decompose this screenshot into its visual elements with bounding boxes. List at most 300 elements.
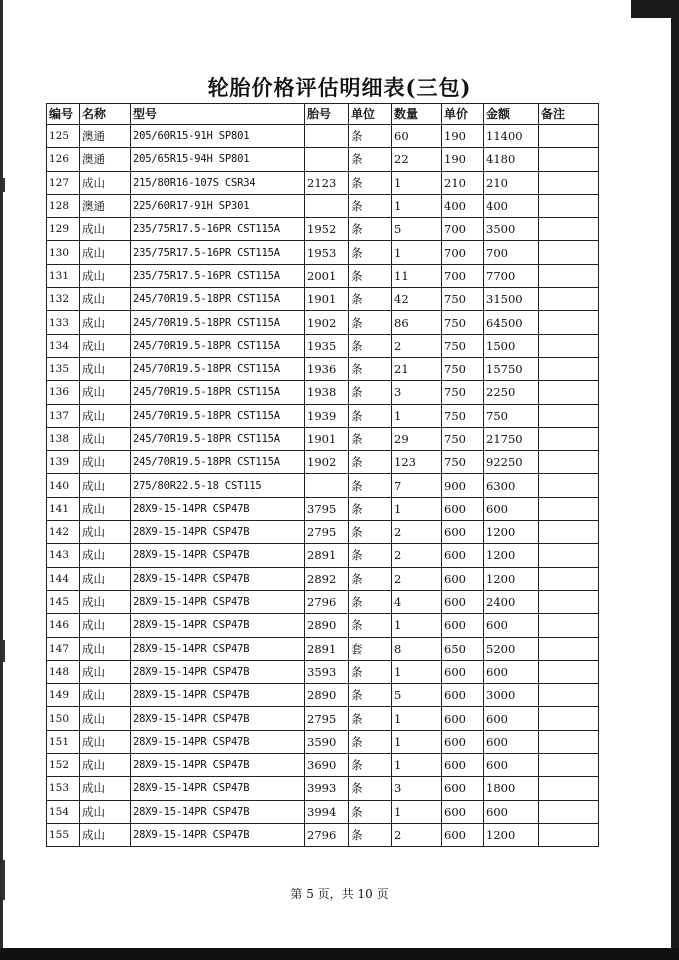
cell-unit-price: 700 (442, 241, 484, 264)
cell-unit: 条 (349, 171, 392, 194)
cell-amount: 1800 (484, 777, 539, 800)
cell-unit-price: 600 (442, 777, 484, 800)
cell-quantity: 7 (392, 474, 442, 497)
cell-no: 141 (47, 497, 80, 520)
cell-amount: 1200 (484, 567, 539, 590)
cell-tire-no (305, 148, 349, 171)
cell-model: 245/70R19.5-18PR CST115A (131, 451, 305, 474)
cell-no: 140 (47, 474, 80, 497)
cell-unit: 条 (349, 660, 392, 683)
cell-name: 成山 (80, 521, 131, 544)
cell-model: 28X9-15-14PR CSP47B (131, 497, 305, 520)
table-row (47, 707, 599, 730)
cell-amount: 1200 (484, 823, 539, 846)
cell-unit-price: 600 (442, 684, 484, 707)
cell-tire-no: 2001 (305, 264, 349, 287)
cell-amount: 64500 (484, 311, 539, 334)
cell-name: 成山 (80, 264, 131, 287)
cell-quantity: 1 (392, 241, 442, 264)
cell-amount: 2400 (484, 590, 539, 613)
cell-name: 澳通 (80, 148, 131, 171)
cell-name: 成山 (80, 800, 131, 823)
cell-remarks (539, 614, 599, 637)
cell-name: 成山 (80, 544, 131, 567)
cell-quantity: 21 (392, 357, 442, 380)
cell-quantity: 11 (392, 264, 442, 287)
cell-tire-no: 2892 (305, 567, 349, 590)
cell-name: 成山 (80, 427, 131, 450)
cell-no: 125 (47, 125, 80, 148)
cell-name: 成山 (80, 497, 131, 520)
table-row (47, 544, 599, 567)
cell-unit: 条 (349, 357, 392, 380)
cell-amount: 600 (484, 614, 539, 637)
scan-speck (2, 178, 5, 192)
cell-remarks (539, 823, 599, 846)
cell-amount: 11400 (484, 125, 539, 148)
cell-no: 143 (47, 544, 80, 567)
cell-tire-no: 1952 (305, 218, 349, 241)
cell-unit-price: 900 (442, 474, 484, 497)
cell-name: 成山 (80, 474, 131, 497)
cell-no: 136 (47, 381, 80, 404)
cell-no: 142 (47, 521, 80, 544)
cell-remarks (539, 381, 599, 404)
cell-name: 澳通 (80, 194, 131, 217)
scan-edge-right (671, 0, 679, 960)
cell-amount: 750 (484, 404, 539, 427)
cell-name: 成山 (80, 334, 131, 357)
cell-no: 149 (47, 684, 80, 707)
cell-tire-no (305, 194, 349, 217)
table-row (47, 427, 599, 450)
cell-unit: 条 (349, 381, 392, 404)
table-row (47, 497, 599, 520)
cell-model: 215/80R16-107S CSR34 (131, 171, 305, 194)
cell-unit-price: 600 (442, 614, 484, 637)
cell-remarks (539, 800, 599, 823)
cell-amount: 600 (484, 730, 539, 753)
cell-model: 28X9-15-14PR CSP47B (131, 614, 305, 637)
cell-tire-no: 1901 (305, 427, 349, 450)
cell-unit: 条 (349, 288, 392, 311)
cell-amount: 600 (484, 707, 539, 730)
cell-amount: 3500 (484, 218, 539, 241)
cell-remarks (539, 474, 599, 497)
table-row (47, 125, 599, 148)
cell-remarks (539, 451, 599, 474)
cell-remarks (539, 288, 599, 311)
table-row (47, 264, 599, 287)
cell-quantity: 1 (392, 194, 442, 217)
cell-no: 154 (47, 800, 80, 823)
cell-tire-no: 1939 (305, 404, 349, 427)
table-header-row (47, 104, 599, 125)
cell-unit: 条 (349, 707, 392, 730)
table-row (47, 148, 599, 171)
cell-unit-price: 750 (442, 427, 484, 450)
table-row (47, 194, 599, 217)
column-header-tire-no: 胎号 (305, 104, 349, 125)
cell-amount: 92250 (484, 451, 539, 474)
cell-model: 28X9-15-14PR CSP47B (131, 823, 305, 846)
cell-name: 成山 (80, 754, 131, 777)
table-row (47, 218, 599, 241)
cell-model: 225/60R17-91H SP301 (131, 194, 305, 217)
cell-amount: 600 (484, 497, 539, 520)
cell-name: 澳通 (80, 125, 131, 148)
cell-model: 245/70R19.5-18PR CST115A (131, 311, 305, 334)
cell-remarks (539, 660, 599, 683)
column-header-quantity: 数量 (392, 104, 442, 125)
cell-tire-no: 2795 (305, 521, 349, 544)
cell-unit-price: 210 (442, 171, 484, 194)
cell-model: 235/75R17.5-16PR CST115A (131, 218, 305, 241)
cell-no: 146 (47, 614, 80, 637)
cell-remarks (539, 707, 599, 730)
table-row (47, 637, 599, 660)
cell-quantity: 1 (392, 707, 442, 730)
cell-quantity: 2 (392, 823, 442, 846)
cell-amount: 600 (484, 754, 539, 777)
cell-tire-no: 3590 (305, 730, 349, 753)
cell-amount: 1200 (484, 521, 539, 544)
cell-amount: 700 (484, 241, 539, 264)
cell-tire-no: 3993 (305, 777, 349, 800)
cell-model: 28X9-15-14PR CSP47B (131, 777, 305, 800)
cell-quantity: 1 (392, 404, 442, 427)
cell-unit-price: 600 (442, 660, 484, 683)
cell-quantity: 5 (392, 218, 442, 241)
cell-model: 245/70R19.5-18PR CST115A (131, 404, 305, 427)
cell-unit: 条 (349, 823, 392, 846)
cell-unit: 套 (349, 637, 392, 660)
cell-unit: 条 (349, 730, 392, 753)
cell-name: 成山 (80, 381, 131, 404)
cell-model: 28X9-15-14PR CSP47B (131, 707, 305, 730)
cell-unit-price: 750 (442, 334, 484, 357)
cell-name: 成山 (80, 660, 131, 683)
cell-remarks (539, 218, 599, 241)
cell-quantity: 2 (392, 521, 442, 544)
cell-no: 131 (47, 264, 80, 287)
cell-remarks (539, 590, 599, 613)
cell-amount: 15750 (484, 357, 539, 380)
cell-model: 235/75R17.5-16PR CST115A (131, 241, 305, 264)
cell-model: 245/70R19.5-18PR CST115A (131, 334, 305, 357)
cell-name: 成山 (80, 590, 131, 613)
cell-unit-price: 600 (442, 707, 484, 730)
cell-unit: 条 (349, 311, 392, 334)
cell-tire-no: 2891 (305, 544, 349, 567)
cell-unit: 条 (349, 264, 392, 287)
cell-amount: 1200 (484, 544, 539, 567)
cell-quantity: 1 (392, 171, 442, 194)
cell-remarks (539, 404, 599, 427)
cell-remarks (539, 777, 599, 800)
cell-name: 成山 (80, 404, 131, 427)
cell-unit-price: 600 (442, 823, 484, 846)
cell-unit: 条 (349, 544, 392, 567)
cell-unit: 条 (349, 474, 392, 497)
cell-no: 144 (47, 567, 80, 590)
table-row (47, 521, 599, 544)
cell-quantity: 60 (392, 125, 442, 148)
cell-model: 28X9-15-14PR CSP47B (131, 800, 305, 823)
cell-unit: 条 (349, 684, 392, 707)
cell-no: 155 (47, 823, 80, 846)
cell-remarks (539, 334, 599, 357)
cell-remarks (539, 497, 599, 520)
cell-no: 148 (47, 660, 80, 683)
cell-quantity: 1 (392, 800, 442, 823)
cell-unit: 条 (349, 194, 392, 217)
cell-no: 130 (47, 241, 80, 264)
cell-unit: 条 (349, 614, 392, 637)
column-header-unit-price: 单价 (442, 104, 484, 125)
scan-speck (2, 640, 5, 662)
cell-tire-no: 3795 (305, 497, 349, 520)
cell-unit-price: 750 (442, 381, 484, 404)
tire-price-table (46, 103, 599, 847)
cell-model: 245/70R19.5-18PR CST115A (131, 288, 305, 311)
cell-no: 129 (47, 218, 80, 241)
cell-no: 133 (47, 311, 80, 334)
cell-unit: 条 (349, 404, 392, 427)
cell-amount: 600 (484, 660, 539, 683)
cell-quantity: 123 (392, 451, 442, 474)
cell-no: 145 (47, 590, 80, 613)
cell-quantity: 22 (392, 148, 442, 171)
cell-unit: 条 (349, 567, 392, 590)
table-row (47, 660, 599, 683)
cell-name: 成山 (80, 777, 131, 800)
cell-model: 28X9-15-14PR CSP47B (131, 567, 305, 590)
column-header-model: 型号 (131, 104, 305, 125)
cell-quantity: 3 (392, 381, 442, 404)
table-row (47, 357, 599, 380)
cell-unit-price: 400 (442, 194, 484, 217)
cell-tire-no (305, 474, 349, 497)
cell-unit-price: 750 (442, 451, 484, 474)
table-row (47, 800, 599, 823)
cell-tire-no: 1938 (305, 381, 349, 404)
cell-tire-no: 2795 (305, 707, 349, 730)
cell-remarks (539, 357, 599, 380)
cell-unit-price: 750 (442, 311, 484, 334)
cell-unit: 条 (349, 521, 392, 544)
scan-edge-bottom (0, 948, 679, 960)
cell-no: 147 (47, 637, 80, 660)
cell-amount: 400 (484, 194, 539, 217)
cell-no: 127 (47, 171, 80, 194)
cell-unit-price: 600 (442, 544, 484, 567)
cell-remarks (539, 684, 599, 707)
table-row (47, 730, 599, 753)
cell-amount: 6300 (484, 474, 539, 497)
cell-quantity: 3 (392, 777, 442, 800)
cell-no: 132 (47, 288, 80, 311)
cell-no: 134 (47, 334, 80, 357)
cell-unit: 条 (349, 148, 392, 171)
cell-model: 235/75R17.5-16PR CST115A (131, 264, 305, 287)
cell-unit-price: 600 (442, 567, 484, 590)
cell-unit-price: 650 (442, 637, 484, 660)
cell-unit: 条 (349, 754, 392, 777)
page-title: 轮胎价格评估明细表(三包) (207, 75, 472, 100)
cell-no: 151 (47, 730, 80, 753)
cell-tire-no: 1935 (305, 334, 349, 357)
cell-unit: 条 (349, 451, 392, 474)
cell-amount: 600 (484, 800, 539, 823)
cell-model: 28X9-15-14PR CSP47B (131, 590, 305, 613)
page-number: 第 5 页，共 10 页 (290, 887, 389, 901)
cell-no: 139 (47, 451, 80, 474)
cell-unit-price: 750 (442, 288, 484, 311)
cell-quantity: 2 (392, 567, 442, 590)
cell-no: 128 (47, 194, 80, 217)
cell-name: 成山 (80, 241, 131, 264)
cell-unit-price: 750 (442, 404, 484, 427)
cell-no: 152 (47, 754, 80, 777)
cell-tire-no: 2890 (305, 614, 349, 637)
cell-quantity: 1 (392, 754, 442, 777)
cell-unit-price: 600 (442, 800, 484, 823)
cell-model: 205/65R15-94H SP801 (131, 148, 305, 171)
cell-no: 126 (47, 148, 80, 171)
table-row (47, 754, 599, 777)
cell-quantity: 1 (392, 614, 442, 637)
table-row (47, 684, 599, 707)
cell-quantity: 8 (392, 637, 442, 660)
cell-remarks (539, 194, 599, 217)
cell-unit-price: 700 (442, 218, 484, 241)
cell-unit-price: 600 (442, 521, 484, 544)
cell-tire-no: 2796 (305, 590, 349, 613)
cell-unit: 条 (349, 590, 392, 613)
cell-model: 28X9-15-14PR CSP47B (131, 754, 305, 777)
cell-tire-no: 3994 (305, 800, 349, 823)
cell-remarks (539, 171, 599, 194)
cell-remarks (539, 637, 599, 660)
cell-remarks (539, 264, 599, 287)
cell-name: 成山 (80, 637, 131, 660)
cell-model: 28X9-15-14PR CSP47B (131, 660, 305, 683)
cell-quantity: 1 (392, 660, 442, 683)
table-row (47, 777, 599, 800)
cell-name: 成山 (80, 357, 131, 380)
table-row (47, 567, 599, 590)
cell-remarks (539, 567, 599, 590)
table-row (47, 288, 599, 311)
table-row (47, 451, 599, 474)
cell-name: 成山 (80, 823, 131, 846)
cell-remarks (539, 754, 599, 777)
cell-name: 成山 (80, 171, 131, 194)
cell-remarks (539, 521, 599, 544)
cell-quantity: 2 (392, 334, 442, 357)
cell-amount: 31500 (484, 288, 539, 311)
cell-quantity: 42 (392, 288, 442, 311)
cell-quantity: 1 (392, 730, 442, 753)
cell-unit-price: 190 (442, 125, 484, 148)
cell-unit-price: 750 (442, 357, 484, 380)
cell-name: 成山 (80, 311, 131, 334)
cell-name: 成山 (80, 684, 131, 707)
cell-model: 275/80R22.5-18 CST115 (131, 474, 305, 497)
cell-remarks (539, 241, 599, 264)
cell-quantity: 29 (392, 427, 442, 450)
cell-name: 成山 (80, 451, 131, 474)
cell-no: 150 (47, 707, 80, 730)
column-header-name: 名称 (80, 104, 131, 125)
cell-tire-no: 2123 (305, 171, 349, 194)
cell-remarks (539, 311, 599, 334)
cell-no: 153 (47, 777, 80, 800)
cell-remarks (539, 730, 599, 753)
cell-unit-price: 600 (442, 730, 484, 753)
table-row (47, 381, 599, 404)
cell-name: 成山 (80, 707, 131, 730)
cell-unit: 条 (349, 218, 392, 241)
cell-unit: 条 (349, 241, 392, 264)
column-header-amount: 金额 (484, 104, 539, 125)
table-row (47, 823, 599, 846)
cell-model: 245/70R19.5-18PR CST115A (131, 381, 305, 404)
cell-amount: 2250 (484, 381, 539, 404)
cell-no: 138 (47, 427, 80, 450)
cell-unit-price: 700 (442, 264, 484, 287)
cell-quantity: 4 (392, 590, 442, 613)
cell-amount: 21750 (484, 427, 539, 450)
cell-name: 成山 (80, 614, 131, 637)
cell-quantity: 2 (392, 544, 442, 567)
table-row (47, 590, 599, 613)
cell-tire-no: 2796 (305, 823, 349, 846)
cell-unit: 条 (349, 777, 392, 800)
cell-unit-price: 600 (442, 590, 484, 613)
cell-no: 137 (47, 404, 80, 427)
column-header-remarks: 备注 (539, 104, 599, 125)
table-row (47, 404, 599, 427)
cell-amount: 4180 (484, 148, 539, 171)
column-header-unit: 单位 (349, 104, 392, 125)
cell-tire-no: 1936 (305, 357, 349, 380)
cell-unit: 条 (349, 334, 392, 357)
cell-model: 28X9-15-14PR CSP47B (131, 684, 305, 707)
cell-model: 28X9-15-14PR CSP47B (131, 521, 305, 544)
cell-model: 245/70R19.5-18PR CST115A (131, 427, 305, 450)
cell-unit-price: 600 (442, 754, 484, 777)
cell-tire-no: 1902 (305, 451, 349, 474)
column-header-no: 编号 (47, 104, 80, 125)
cell-amount: 5200 (484, 637, 539, 660)
cell-name: 成山 (80, 288, 131, 311)
cell-remarks (539, 125, 599, 148)
cell-model: 245/70R19.5-18PR CST115A (131, 357, 305, 380)
cell-name: 成山 (80, 567, 131, 590)
cell-model: 28X9-15-14PR CSP47B (131, 730, 305, 753)
scan-edge-left (0, 0, 3, 960)
cell-quantity: 5 (392, 684, 442, 707)
table-row (47, 171, 599, 194)
cell-tire-no: 3593 (305, 660, 349, 683)
cell-unit-price: 190 (442, 148, 484, 171)
scan-edge-top (631, 0, 671, 18)
cell-remarks (539, 148, 599, 171)
cell-amount: 210 (484, 171, 539, 194)
cell-unit-price: 600 (442, 497, 484, 520)
